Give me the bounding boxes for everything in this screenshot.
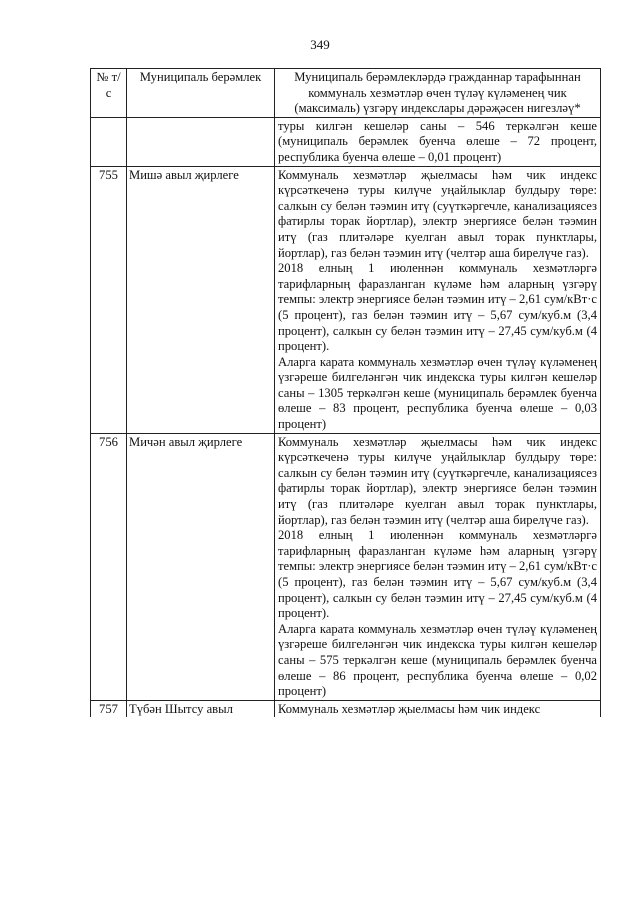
paragraph: Коммуналь хезмәтләр җыелмасы һәм чик индекс күрсәткеченә туры килүче уңайлыклар булдыру төре: салкын су белән тәэмин итү (суүткәргечле, канализациясез фатирлы торак йортлар), электр энергиясе белән тәэмин итү (газ плитәләре куелган авыл торак пунктлары, йортлар), газ белән тәэмин итү (челтәр аша бирелүче газ). xyxy=(278,434,597,527)
table-header-row xyxy=(91,69,601,118)
cell-basis xyxy=(275,433,601,700)
cell-num: 757 xyxy=(91,700,127,717)
cell-municipality: Мичән авыл җирлеге xyxy=(127,433,275,700)
cell-basis xyxy=(275,166,601,433)
table-row xyxy=(91,433,601,700)
paragraph: Аларга карата коммуналь хезмәтләр өчен түләү күләменең үзгәреше билгеләнгән чик индекска туры килгән кешеләр саны – 575 теркәлгән кеше (муниципаль берәмлек буенча өлеше – 86 процент, республика буенча өлеше – 0,02 процент) xyxy=(278,621,597,699)
cell-basis xyxy=(275,700,601,717)
cell-municipality: Түбән Шытсу авыл xyxy=(127,700,275,717)
paragraph: Коммуналь хезмәтләр җыелмасы һәм чик индекс күрсәткеченә туры килүче уңайлыклар булдыру төре: салкын су белән тәэмин итү (суүткәргечле, канализациясез фатирлы торак йортлар), электр энергиясе белән тәэмин итү (газ плитәләре куелган авыл торак пунктлары, йортлар), газ белән тәэмин итү (челтәр аша бирелүче газ). xyxy=(278,167,597,260)
table-row xyxy=(91,166,601,433)
cell-municipality: Мишә авыл җирлеге xyxy=(127,166,275,433)
tariff-table xyxy=(90,68,601,717)
paragraph: Аларга карата коммуналь хезмәтләр өчен түләү күләменең үзгәреше билгеләнгән чик индекска туры килгән кешеләр саны – 1305 теркәлгән кеше (муниципаль берәмлек буенча өлеше – 83 процент, республика буенча өлеше – 0,03 процент) xyxy=(278,354,597,432)
table-row xyxy=(91,700,601,717)
cell-municipality xyxy=(127,117,275,166)
cell-basis xyxy=(275,117,601,166)
paragraph: Коммуналь хезмәтләр җыелмасы һәм чик индекс xyxy=(278,701,541,716)
page-number: 349 xyxy=(310,37,330,52)
paragraph: 2018 елның 1 июленнән коммуналь хезмәтләргә тарифларның фаразланган күләме һәм аларның үзгәрү темпы: электр энергиясе белән тәэмин итү – 2,61 сум/кВт·с (5 процент), газ белән тәэмин итү – 5,67 сум/куб.м (3,4 процент), салкын су белән тәэмин итү – 27,45 сум/куб.м (4 процент). xyxy=(278,528,597,621)
continuation-text: туры килгән кешеләр саны – 546 теркәлгән кеше (муниципаль берәмлек буенча өлеше – 72 процент, республика буенча өлеше – 0,01 процент) xyxy=(278,118,597,164)
header-basis: Муниципаль берәмлекләрдә гражданнар тарафыннан коммуналь хезмәтләр өчен түләү күләменең чик (максималь) үзгәрү индекслары дәрәҗәсен нигезләү* xyxy=(275,69,601,118)
cell-num: 755 xyxy=(91,166,127,433)
table-row-continuation xyxy=(91,117,601,166)
cell-num xyxy=(91,117,127,166)
cell-num: 756 xyxy=(91,433,127,700)
paragraph: 2018 елның 1 июленнән коммуналь хезмәтләргә тарифларның фаразланган күләме һәм аларның үзгәрү темпы: электр энергиясе белән тәэмин итү – 2,61 сум/кВт·с (5 процент), газ белән тәэмин итү – 5,67 сум/куб.м (3,4 процент), салкын су белән тәэмин итү – 27,45 сум/куб.м (4 процент). xyxy=(278,261,597,354)
header-num: № т/с xyxy=(91,69,127,118)
header-municipality: Муниципаль берәмлек xyxy=(127,69,275,118)
